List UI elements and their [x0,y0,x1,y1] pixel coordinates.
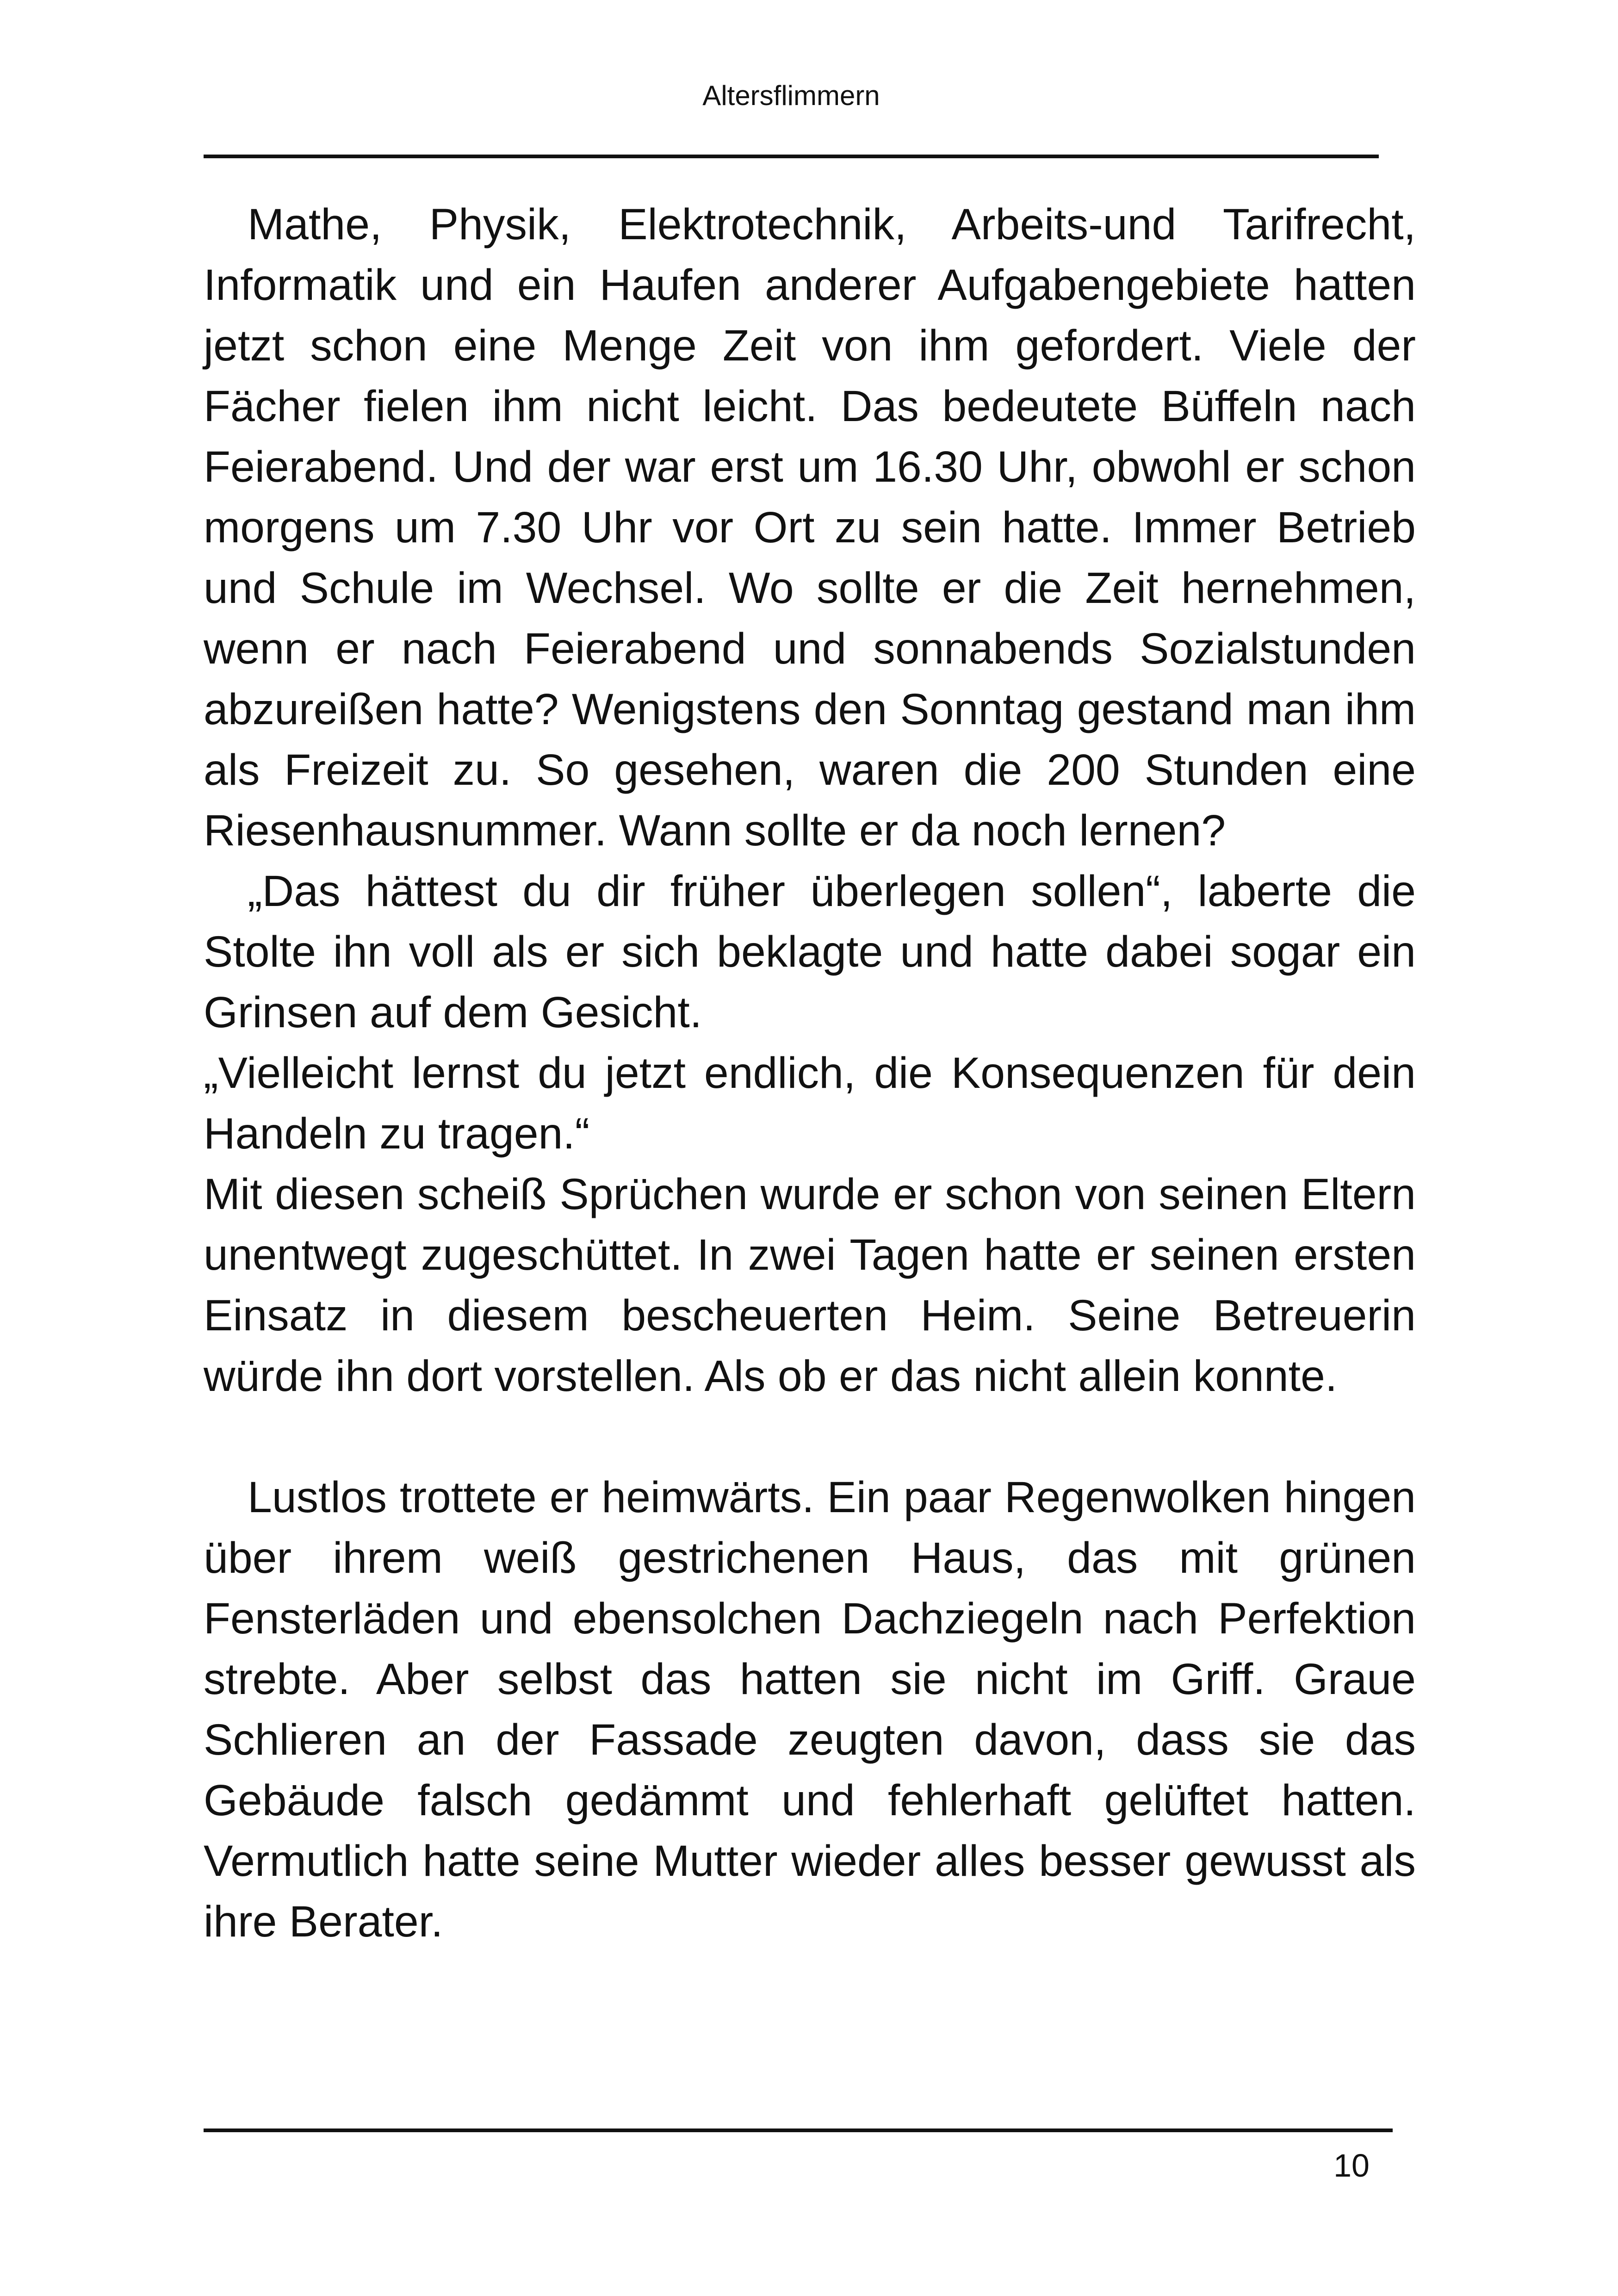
paragraph: „Das hättest du dir früher überlegen sollen“, laberte die Stolte ihn voll als er sich beklagte und hatte dabei sogar ein Grinsen auf dem Gesicht. [204,867,1416,1037]
header-rule [204,155,1379,158]
paragraph: Mathe, Physik, Elektrotechnik, Arbeits-und Tarifrecht, Informatik und ein Haufen anderer Aufgabengebiete hatten jetzt schon eine Menge Zeit von ihm gefordert. Viele der Fächer fielen ihm nicht leicht. Das bedeutete Büffeln nach Feierabend. Und der war erst um 16.30 Uhr, obwohl er schon morgens um 7.30 Uhr vor Ort zu sein hatte. Immer Betrieb und Schule im Wechsel. Wo sollte er die Zeit hernehmen, wenn er nach Feierabend und sonnabends Sozialstunden abzureißen hatte? Wenigstens den Sonntag gestand man ihm als Freizeit zu. So gesehen, waren die 200 Stunden eine Riesenhausnummer. Wann sollte er da noch lernen? [204,200,1416,855]
section-gap [204,1407,1416,1467]
paragraph: „Vielleicht lernst du jetzt endlich, die Konsequenzen für dein Handeln zu tragen.“ [204,1049,1416,1158]
footer-rule [204,2128,1393,2132]
paragraph: Lustlos trottete er heimwärts. Ein paar Regenwolken hingen über ihrem weiß gestrichenen Haus, das mit grünen Fensterläden und ebensolchen Dachziegeln nach Perfektion strebte. Aber selbst das hatten sie nicht im Griff. Graue Schlieren an der Fassade zeugten davon, dass sie das Gebäude falsch gedämmt und fehlerhaft gelüftet hatten. Vermutlich hatte seine Mutter wieder alles besser gewusst als ihre Berater. [204,1473,1416,1946]
running-head: Altersflimmern [702,80,880,111]
body-text [204,194,1416,1952]
paragraph: Mit diesen scheiß Sprüchen wurde er schon von seinen Eltern unentwegt zugeschüttet. In zwei Tagen hatte er seinen ersten Einsatz in diesem bescheuerten Heim. Seine Betreuerin würde ihn dort vorstellen. Als ob er das nicht allein konnte. [204,1170,1416,1401]
page-number: 10 [1333,2147,1370,2184]
